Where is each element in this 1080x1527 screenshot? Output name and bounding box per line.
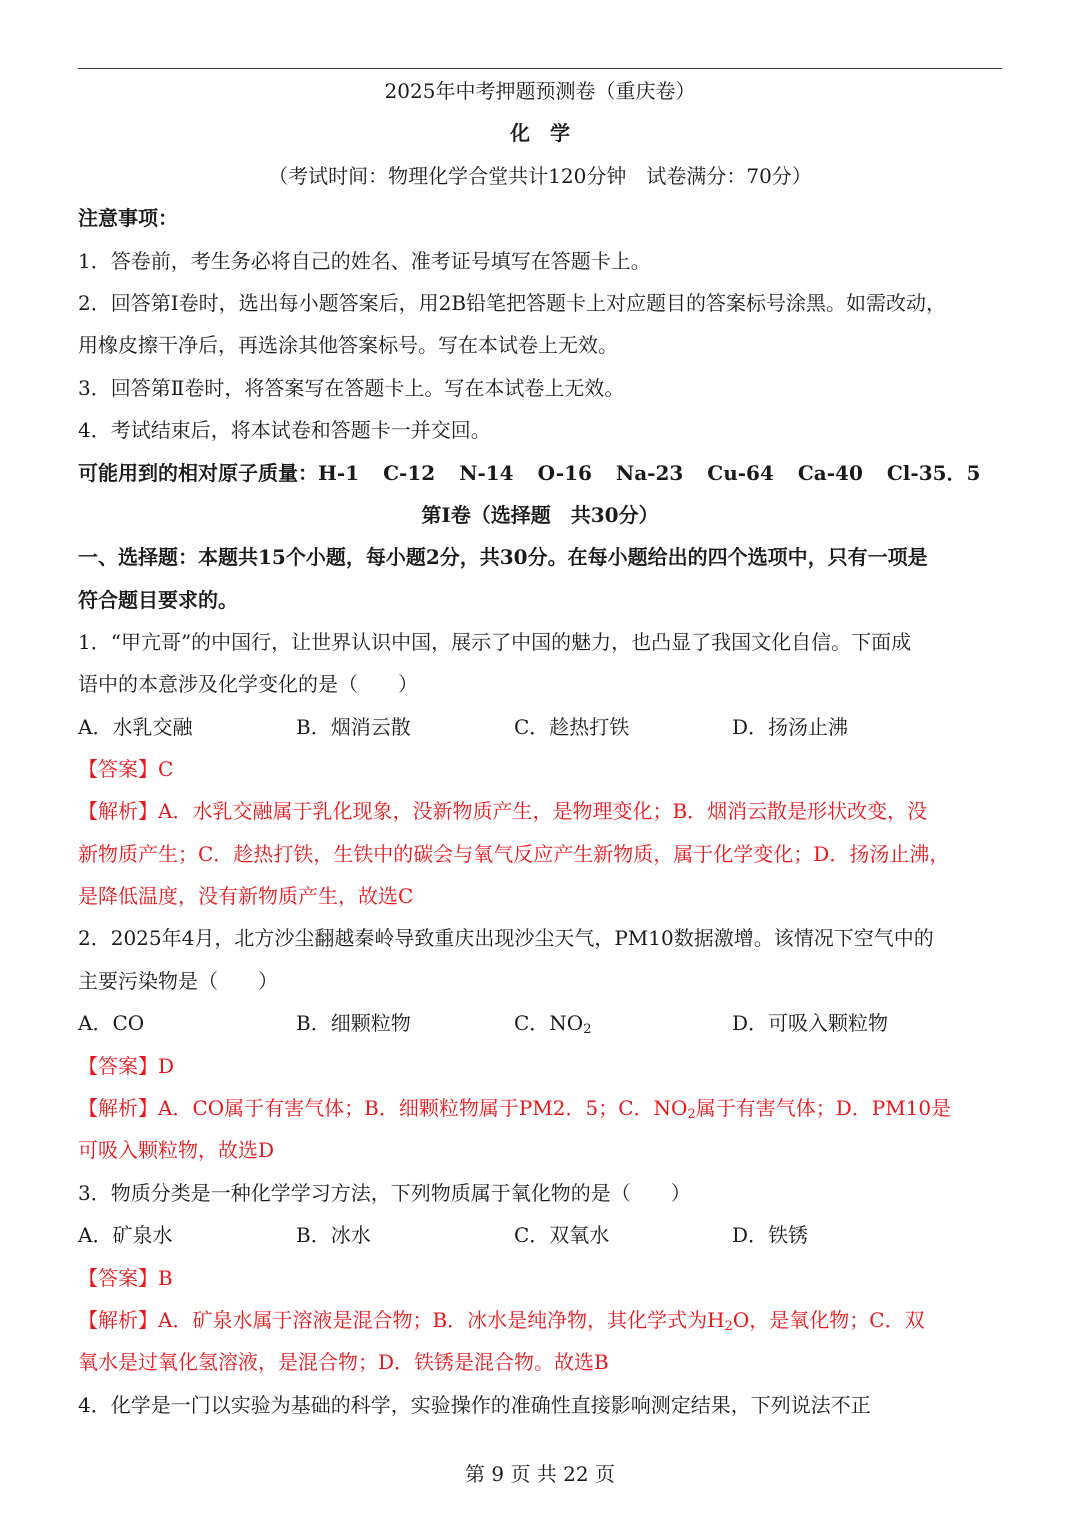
q3-analysis: 氧水是过氧化氢溶液，是混合物；D．铁锈是混合物。故选B — [78, 1350, 609, 1374]
atomic-mass-value: N-14 — [459, 461, 514, 485]
subject-title: 化 学 — [510, 121, 570, 145]
q1-stem: 1．“甲亢哥”的中国行，让世界认识中国，展示了中国的魅力，也凸显了我国文化自信。下面成 — [78, 630, 912, 654]
q2-analysis — [78, 1094, 1008, 1129]
atomic-mass-value: Na-23 — [615, 461, 684, 485]
atomic-mass-line — [78, 459, 1008, 487]
q2-option-d: D．可吸入颗粒物 — [732, 1011, 889, 1035]
atomic-mass-value: C-12 — [383, 461, 436, 485]
q3-analysis — [78, 1306, 1008, 1341]
part1-heading: 第Ⅰ卷（选择题 共30分） — [421, 503, 659, 527]
subscript: 2 — [583, 1022, 592, 1037]
q3-answer: 【答案】B — [78, 1266, 173, 1290]
notice-item: 用橡皮擦干净后，再选涂其他答案标号。写在本试卷上无效。 — [78, 333, 618, 357]
top-rule — [78, 68, 1002, 69]
q2-stem: 2．2025年4月，北方沙尘翻越秦岭导致重庆出现沙尘天气，PM10数据激增。该情况下空气中的 — [78, 926, 934, 950]
notice-item: 1．答卷前，考生务必将自己的姓名、准考证号填写在答题卡上。 — [78, 249, 651, 273]
q2-option-c-text: C．NO — [514, 1011, 584, 1035]
page-number: 第 9 页 共 22 页 — [465, 1462, 615, 1486]
q3-options — [78, 1221, 1008, 1249]
section-intro: 符合题目要求的。 — [78, 588, 238, 612]
q1-answer: 【答案】C — [78, 757, 174, 781]
notice-item: 4．考试结束后，将本试卷和答题卡一并交回。 — [78, 418, 491, 442]
q2-option-b: B．细颗粒物 — [296, 1011, 411, 1035]
q2-stem: 主要污染物是（ ） — [78, 969, 278, 993]
q1-analysis: 【解析】A．水乳交融属于乳化现象，没新物质产生，是物理变化；B．烟消云散是形状改变，没 — [78, 799, 928, 823]
q1-options — [78, 713, 1008, 741]
notice-heading: 注意事项： — [78, 206, 178, 230]
atomic-mass-value: Cu-64 — [707, 461, 774, 485]
q3-option-d: D．铁锈 — [732, 1223, 809, 1247]
notice-item: 3．回答第Ⅱ卷时，将答案写在答题卡上。写在本试卷上无效。 — [78, 376, 625, 400]
q1-option-b: B．烟消云散 — [296, 715, 411, 739]
q3-stem: 3．物质分类是一种化学学习方法，下列物质属于氧化物的是（ ） — [78, 1181, 691, 1205]
q2-analysis-text: 属于有害气体；D．PM10是 — [695, 1096, 952, 1120]
atomic-mass-value: Cl-35．5 — [886, 461, 981, 485]
q2-analysis-text: 【解析】A．CO属于有害气体；B．细颗粒物属于PM2．5；C．NO — [78, 1096, 688, 1120]
q1-option-c: C．趁热打铁 — [514, 715, 630, 739]
q2-answer: 【答案】D — [78, 1054, 175, 1078]
q1-option-a: A．水乳交融 — [78, 715, 193, 739]
atomic-mass-label: 可能用到的相对原子质量： — [78, 461, 318, 485]
exam-info: （考试时间：物理化学合堂共计120分钟 试卷满分：70分） — [268, 164, 812, 188]
paper-title: 2025年中考押题预测卷（重庆卷） — [384, 79, 696, 103]
subscript: 2 — [687, 1107, 696, 1122]
q3-option-a: A．矿泉水 — [78, 1223, 173, 1247]
notice-item: 2．回答第Ⅰ卷时，选出每小题答案后，用2B铅笔把答题卡上对应题目的答案标号涂黑。如需改动， — [78, 291, 947, 315]
q2-option-a: A．CO — [78, 1011, 145, 1035]
atomic-mass-value: H-1 — [318, 461, 360, 485]
q3-option-c: C．双氧水 — [514, 1223, 610, 1247]
q2-analysis: 可吸入颗粒物，故选D — [78, 1138, 275, 1162]
q2-options — [78, 1009, 1008, 1044]
q1-option-d: D．扬汤止沸 — [732, 715, 849, 739]
q3-analysis-text: 【解析】A．矿泉水属于溶液是混合物；B．冰水是纯净物，其化学式为H — [78, 1308, 725, 1332]
q1-analysis: 新物质产生；C．趁热打铁，生铁中的碳会与氧气反应产生新物质，属于化学变化；D．扬汤止沸， — [78, 842, 950, 866]
subscript: 2 — [724, 1319, 733, 1334]
q4-stem: 4．化学是一门以实验为基础的科学，实验操作的准确性直接影响测定结果，下列说法不正 — [78, 1393, 871, 1417]
atomic-mass-value: Ca-40 — [797, 461, 863, 485]
q1-analysis: 是降低温度，没有新物质产生，故选C — [78, 884, 414, 908]
q3-analysis-text: O，是氧化物；C．双 — [732, 1308, 925, 1332]
q2-option-c — [514, 1009, 732, 1044]
section-intro: 一、选择题：本题共15个小题，每小题2分，共30分。在每小题给出的四个选项中，只有一项是 — [78, 545, 928, 569]
q1-stem: 语中的本意涉及化学变化的是（ ） — [78, 672, 418, 696]
q3-option-b: B．冰水 — [296, 1223, 371, 1247]
atomic-mass-value: O-16 — [537, 461, 592, 485]
